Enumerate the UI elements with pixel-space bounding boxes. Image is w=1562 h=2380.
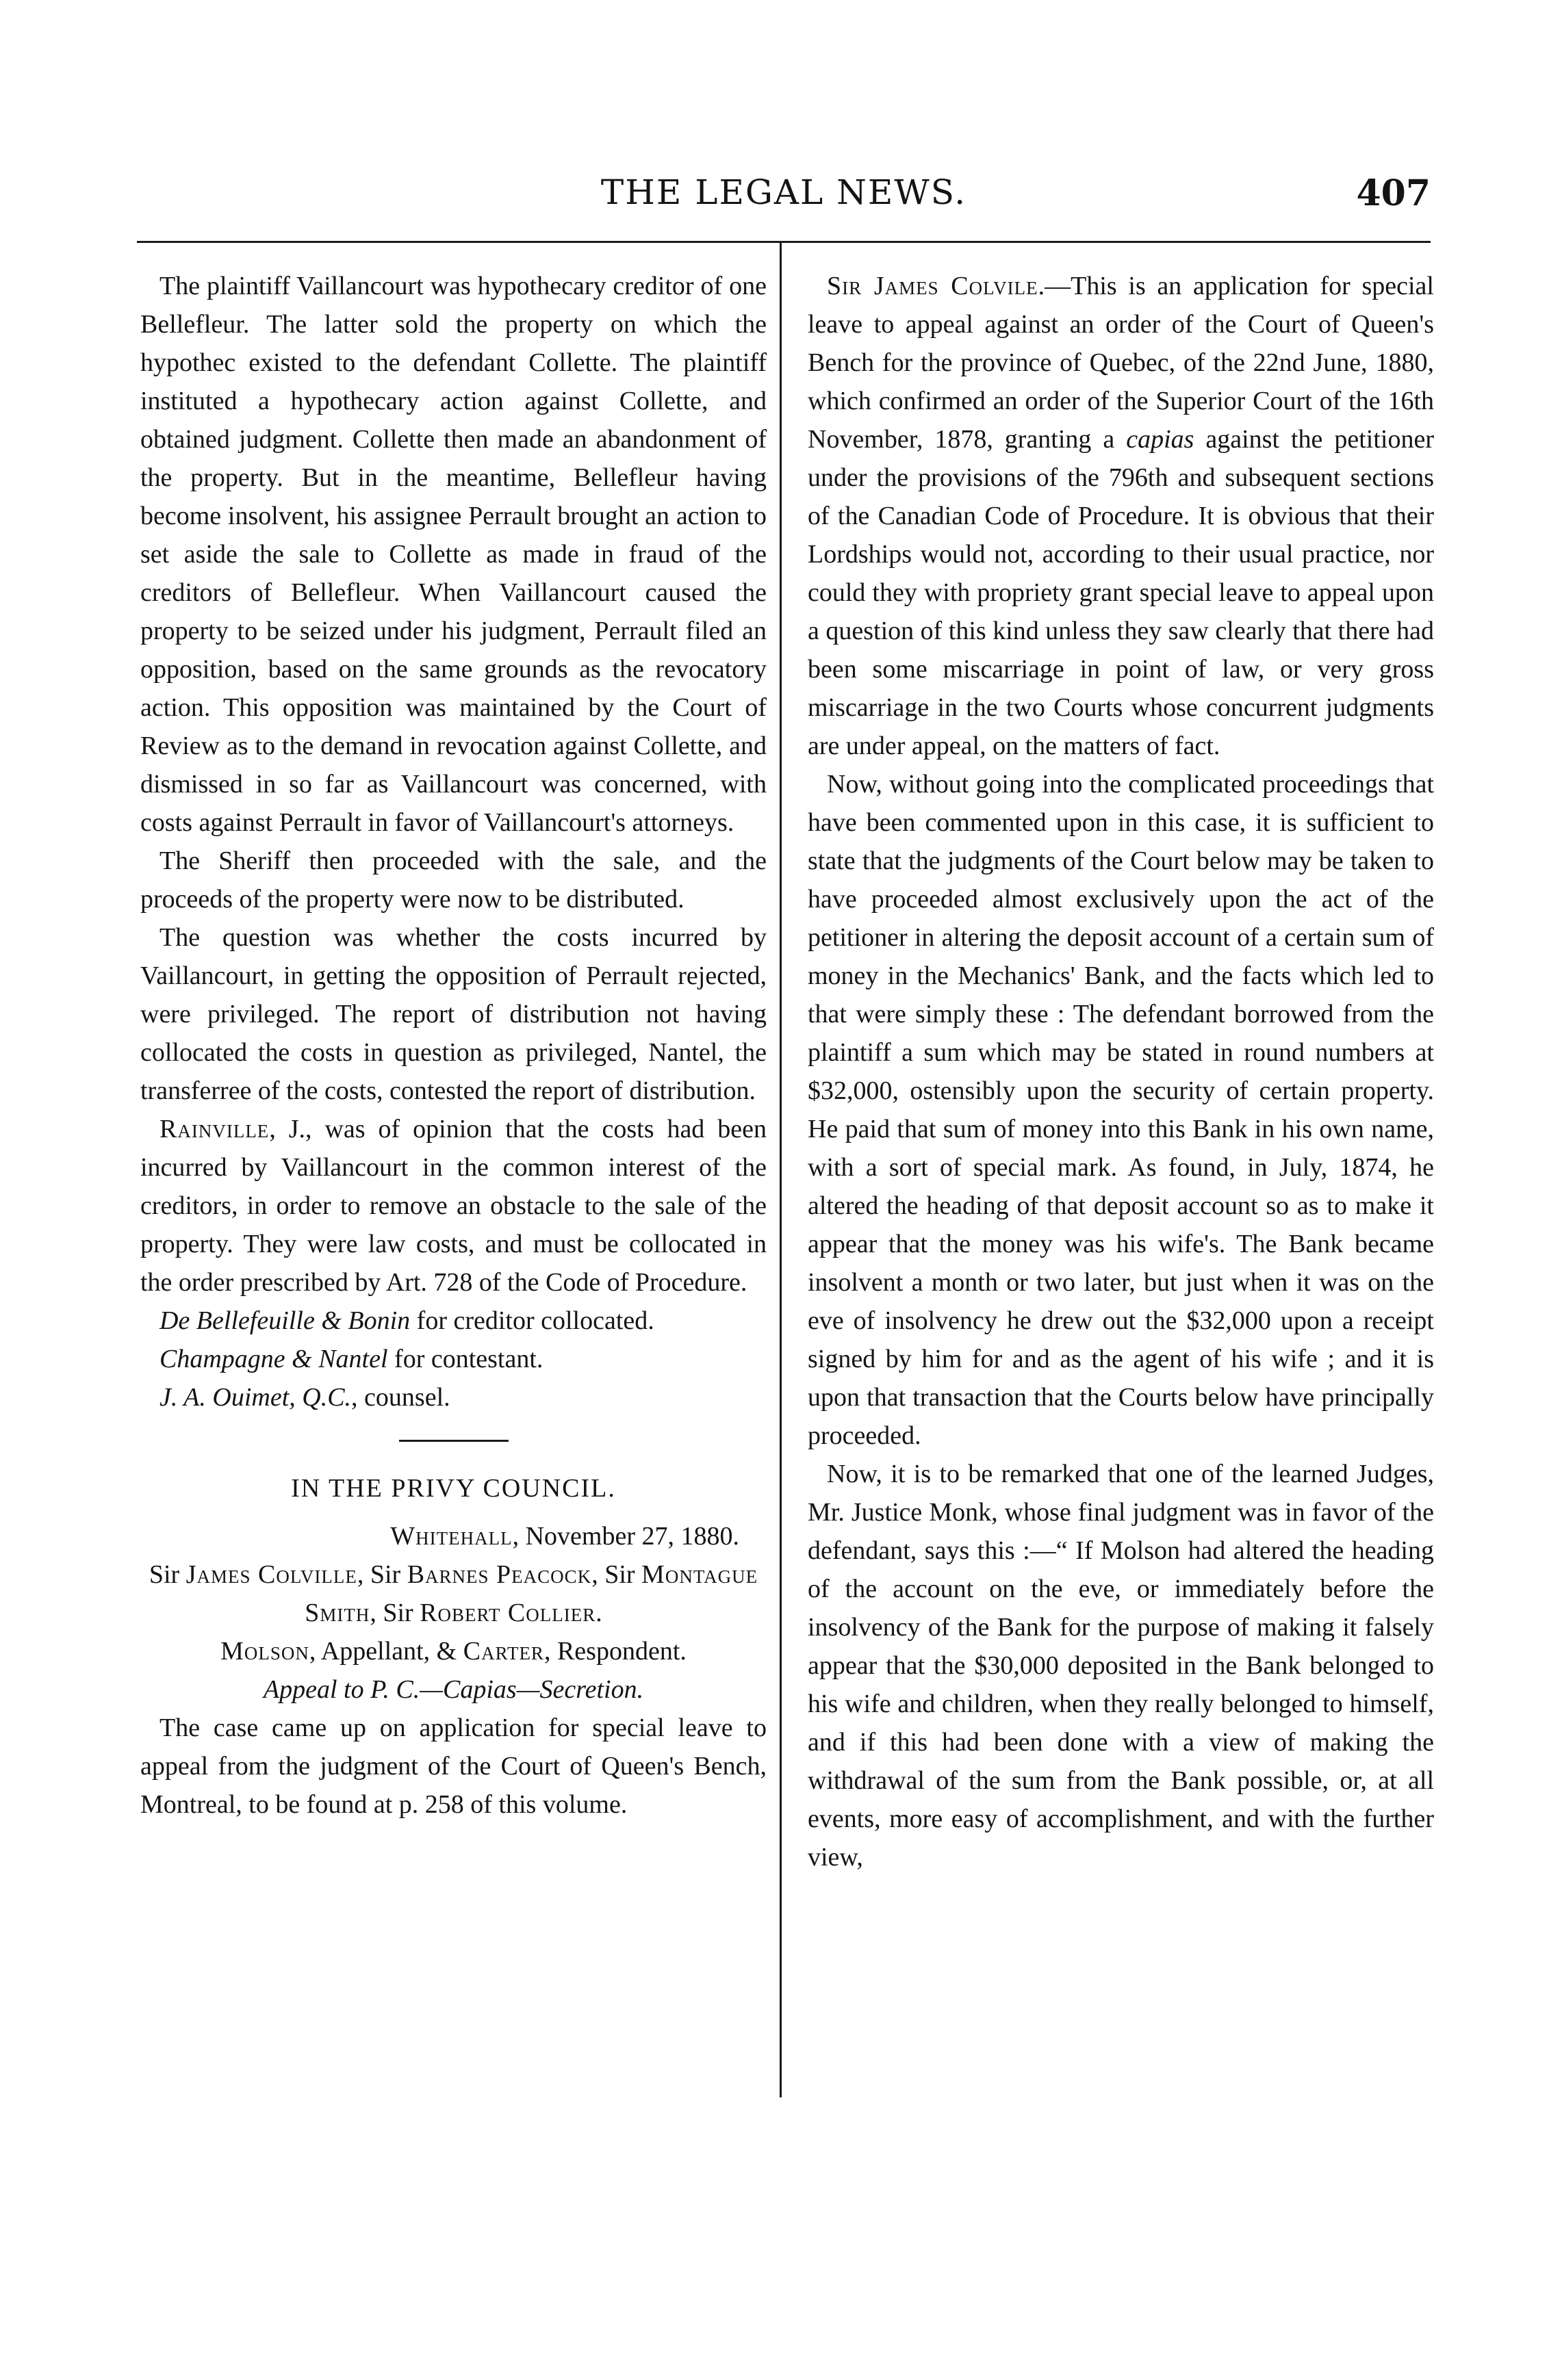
left-column [140, 267, 767, 1824]
separator: , [370, 1599, 383, 1627]
judge-opinion-paragraph [140, 1110, 767, 1302]
right-column [808, 267, 1434, 1876]
counsel-line [140, 1340, 767, 1378]
judge-name: Sir James Colvile [827, 272, 1038, 300]
appellant-name: Molson [220, 1637, 309, 1666]
column-divider [780, 243, 782, 2097]
counsel-role: for creditor collocated. [410, 1306, 654, 1335]
case-note: Appeal to P. C.—Capias—Secretion. [263, 1675, 644, 1704]
judgment-text: against the petitioner under the provisions of the 796th and subsequent sections of the Canadian Code of Procedure. It is obvious that their Lordships would not, according to their usual practice, nor could they with propriety grant special leave to appeal upon a question of this kind unless they saw clearly that there had been some miscarriage in point of law, or very gross miscarriage in the two Courts whose concurrent judgments are under appeal, on the matters of fact. [808, 425, 1434, 760]
section-heading: IN THE PRIVY COUNCIL. [291, 1474, 616, 1503]
paragraph: Now, without going into the complicated proceedings that have been commented upon in this case, it is sufficient to state that the judgments of the Court below may be taken to have proceeded almost exclusively upon the act of the petitioner in altering the deposit account of a certain sum of money in the Mechanics' Bank, and the facts which led to that were simply these : The defendant borrowed from the plaintiff a sum which may be stated in round numbers at $32,000, ostensibly upon the security of certain property. He paid that sum of money into this Bank in his own name, with a sort of special mark. As found, in July, 1874, he altered the heading of that deposit account so as to make it appear that the money was his wife's. The Bank became insolvent a month or two later, but just when it was on the eve of insolvency he drew out the $32,000 upon a receipt signed by him for and as the agent of his wife ; and it is upon that transaction that the Courts below have principally proceeded. [808, 770, 1434, 1450]
opinion-text: , J., was of opinion that the costs had been incurred by Vaillancourt in the common interest of the creditors, in order to remove an obstacle to the sale of the property. They were law costs, and must be collocated in the order prescribed by Art. 728 of the Code of Procedure. [140, 1115, 767, 1297]
italic-term: capias [1126, 425, 1194, 454]
paragraph: Now, it is to be remarked that one of the learned Judges, Mr. Justice Monk, whose final judgment was in favor of the defendant, says this :—“ If Molson had altered the heading of the account on the eve, or immediately before the insolvency of the Bank for the purpose of making it falsely appear that the $30,000 deposited in the Bank belonged to his wife and children, when they really belonged to himself, and if this had been done with a view of making the withdrawal of the sum from the Bank possible, or, at all events, more easy of accomplishment, and with the further view, [808, 1460, 1434, 1872]
separator: , [591, 1560, 605, 1589]
judge-name: Montague Smith [305, 1560, 758, 1627]
page-number: 407 [1356, 172, 1431, 214]
dateline-place: Whitehall [390, 1522, 513, 1551]
respondent-name: Carter [463, 1637, 544, 1666]
judge-name: Robert Collier [420, 1599, 596, 1627]
judges-line [140, 1555, 767, 1632]
judge-name: Rainville [159, 1115, 270, 1143]
section-divider [399, 1440, 509, 1442]
dateline-date: , November 27, 1880. [512, 1522, 739, 1551]
judge-name: James Colville [185, 1560, 357, 1589]
judge-title: Sir [149, 1560, 186, 1589]
header-rule [137, 241, 1431, 243]
judge-title: Sir [383, 1599, 420, 1627]
counsel-line [140, 1302, 767, 1340]
parties-line [140, 1632, 767, 1670]
judge-name: Barnes Peacock [407, 1560, 592, 1589]
counsel-names: De Bellefeuille & Bonin [159, 1306, 411, 1335]
respondent-role: , Respondent. [543, 1637, 687, 1666]
counsel-names: J. A. Ouimet, Q.C. [159, 1383, 352, 1412]
judge-title: Sir [370, 1560, 407, 1589]
separator: , [357, 1560, 370, 1589]
running-title: THE LEGAL NEWS. [600, 172, 967, 212]
paragraph: The Sheriff then proceeded with the sale, and the proceeds of the property were now to be distributed. [140, 846, 767, 914]
counsel-names: Champagne & Nantel [159, 1345, 388, 1373]
paragraph: The question was whether the costs incurred by Vaillancourt, in getting the opposition of Perrault rejected, were privileged. The report of distribution not having collocated the costs in question as privileged, Nantel, the transferree of the costs, contested the report of distribution. [140, 923, 767, 1105]
judgment-paragraph [808, 267, 1434, 765]
counsel-line [140, 1378, 767, 1417]
page-header [137, 172, 1431, 227]
paragraph: The plaintiff Vaillancourt was hypothecary creditor of one Bellefleur. The latter sold the property on which the hypothec existed to the defendant Collette. The plaintiff instituted a hypothecary action against Collette, and obtained judgment. Collette then made an abandonment of the property. But in the meantime, Bellefleur having become insolvent, his assignee Perrault brought an action to set aside the sale to Collette as made in fraud of the creditors of Bellefleur. When Vaillancourt caused the property to be seized under his judgment, Perrault filed an opposition, based on the same grounds as the revocatory action. This opposition was maintained by the Court of Review as to the demand in revocation against Collette, and dismissed in so far as Vaillancourt was concerned, with costs against Perrault in favor of Vaillancourt's attorneys. [140, 272, 767, 837]
paragraph: The case came up on application for special leave to appeal from the judgment of the Court of Queen's Bench, Montreal, to be found at p. 258 of this volume. [140, 1713, 767, 1819]
judgment-text: .—This is an application for special leave to appeal against an order of the Court of Queen's Bench for the province of Quebec, of the 22nd June, 1880, which confirmed an order of the Superior Court of the 16th November, 1878, granting a [808, 272, 1434, 454]
appellant-role: , Appellant, & [309, 1637, 463, 1666]
dateline [140, 1517, 767, 1555]
counsel-role: , counsel. [351, 1383, 450, 1412]
counsel-role: for contestant. [387, 1345, 543, 1373]
judge-title: Sir [604, 1560, 642, 1589]
separator: . [596, 1599, 602, 1627]
